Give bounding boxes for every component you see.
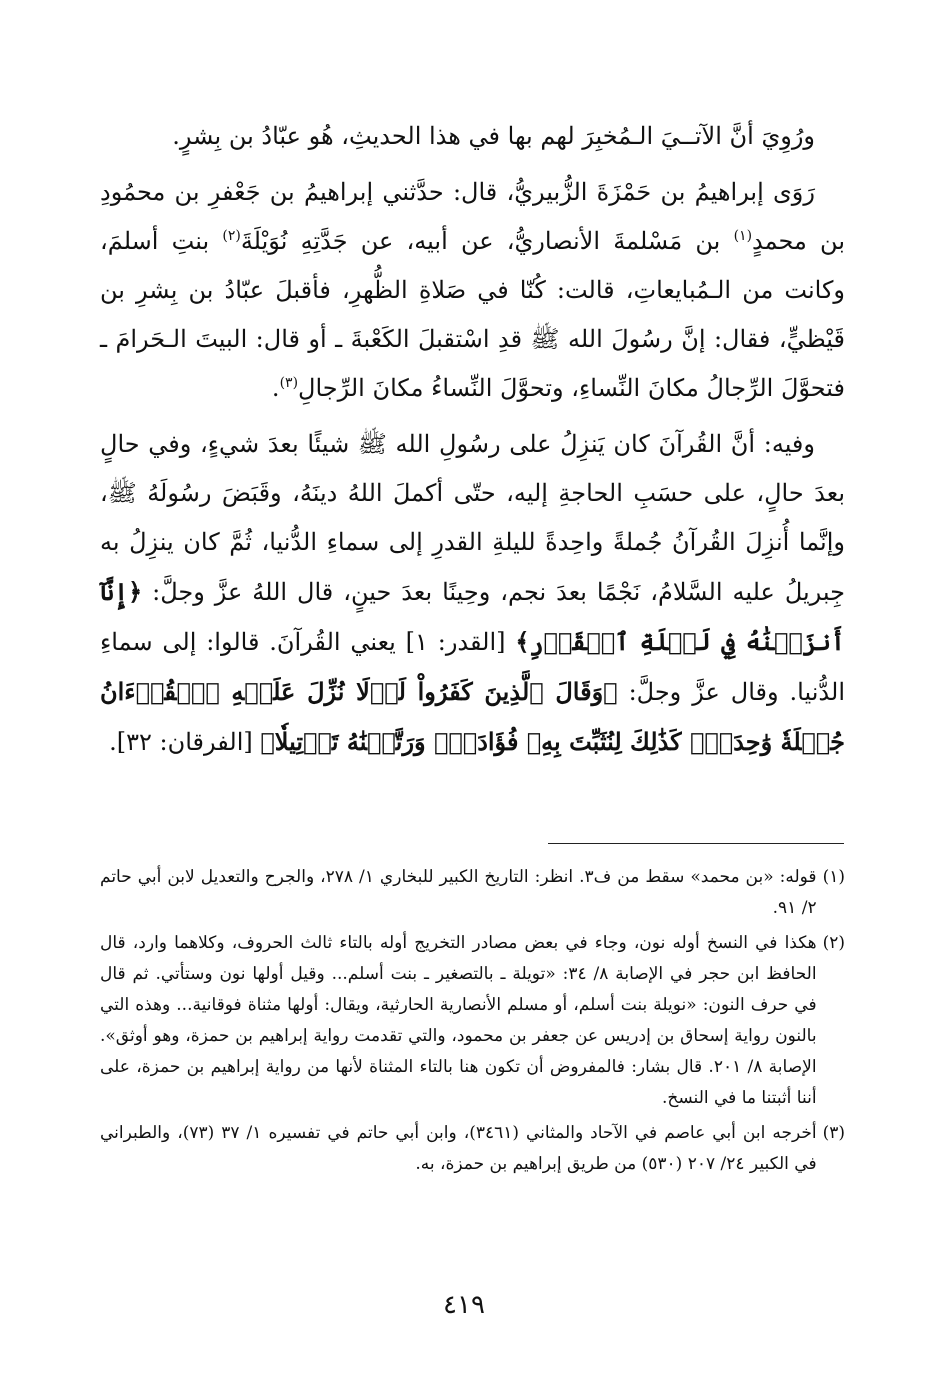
footnote-1-text: قوله: «بن محمد» سقط من ف٣. انظر: التاريخ الكبير للبخاري ١/ ٢٧٨، والجرح والتعديل لابن أبي حاتم ٢/ ٩١. <box>100 867 817 918</box>
page-number: ٤١٩ <box>443 1290 485 1320</box>
footnote-divider <box>548 843 844 844</box>
paragraph-2-text-c: بنتِ أسلمَ، وكانت من الـمُبايعاتِ، قالت: كُنّا في صَلاةِ الظُّهرِ، فأقبلَ عبّادُ بن بِشرِ بن قَيْظيٍّ، فقال: إنَّ رسُولَ الله ﷺ قدِ اسْتقبلَ الكَعْبةَ ـ أو قال: البيتَ الـحَرامَ ـ فتحوَّلَ الرِّجالُ مكانَ النِّساءِ، وتحوَّلَ النِّساءُ مكانَ الرِّجالِ <box>100 227 845 402</box>
footnote-3 <box>100 1118 845 1180</box>
footnote-3-number: (٣) <box>822 1123 845 1143</box>
paragraph-2-text-a: رَوَى إبراهيمُ بن حَمْزَةَ الزُّبيريُّ، قال: حدَّثني إبراهيمُ بن جَعْفرِ بن محمُودِ بن محمدٍ <box>100 178 846 255</box>
footnote-1 <box>100 862 845 924</box>
paragraph-1 <box>100 112 845 161</box>
paragraph-1-text: ورُوِيَ أنَّ الآتــيَ الـمُخبِرَ لهم بها في هذا الحديثِ، هُو عبّادُ بن بِشرٍ. <box>172 122 815 150</box>
footnote-2-number: (٢) <box>822 933 845 953</box>
footnote-2 <box>100 928 845 1114</box>
footnote-ref-3[interactable]: (٣) <box>279 375 299 391</box>
footnote-2-text: هكذا في النسخ أوله نون، وجاء في بعض مصادر التخريج أوله بالتاء ثالث الحروف، وكلاهما وارد، قال الحافظ ابن حجر في الإصابة ٨/ ٣٤: «تويلة ـ بالتصغير ـ بنت أسلم... وقيل أولها نون وستأتي. ثم قال في حرف النون: «نويلة بنت أسلم، أو مسلم الأنصارية الحارثية، ويقال: أولها مثناة فوقانية... وهذه التي بالنون رواية إسحاق بن إدريس عن جعفر بن محمود، والتي تقدمت رواية إبراهيم بن حمزة، وهو أوثق». الإصابة ٨/ ٢٠١. قال بشار: فالمفروض أن تكون هنا بالتاء المثناة لأنها من رواية إبراهيم بن حمزة، على أننا أثبتنا ما في النسخ. <box>100 933 817 1108</box>
footnote-3-text: أخرجه ابن أبي عاصم في الآحاد والمثاني (٣٤٦١)، وابن أبي حاتم في تفسيره ١/ ٣٧ (٧٣)، والطبراني في الكبير ٢٤/ ٢٠٧ (٥٣٠) من طريق إبراهيم بن حمزة، به. <box>100 1123 817 1174</box>
footnote-ref-2[interactable]: (٢) <box>222 228 241 244</box>
footnote-1-number: (١) <box>822 867 845 887</box>
paragraph-2-text-d: . <box>271 374 280 402</box>
footnote-ref-1[interactable]: (١) <box>733 228 753 244</box>
quran-verse-furqan: ﴿وَقَالَ ٱلَّذِينَ كَفَرُواْ لَوۡلَا نُزِّلَ عَلَيۡهِ ٱلۡقُرۡءَانُ جُمۡلَةٗ وَٰحِدَةٗۚ كَذَٰلِكَ لِنُثَبِّتَ بِهِۦ فُؤَادَكَۖ وَرَتَّلۡنَٰهُ تَرۡتِيلٗا﴾ <box>100 677 845 756</box>
paragraph-3-text-b: [القدر: ١] يعني القُرآنَ. قالوا: إلى سماءِ الدُّنيا. وقال عزَّ وجلَّ: <box>100 628 845 706</box>
paragraph-3-text-a: وفيه: أنَّ القُرآنَ كان يَنزِلُ على رسُولِ الله ﷺ شيئًا بعدَ شيءٍ، وفي حالٍ بعدَ حالٍ، على حسَبِ الحاجةِ إليه، حتّى أكملَ اللهُ دينَهُ، وقَبَضَ رسُولَهُ ﷺ، وإنَّما أُنزِلَ القُرآنُ جُملةً واحِدةً لليلةِ القدرِ إلى سماءِ الدُّنيا، ثُمَّ كان ينزِلُ به جِبريلُ عليه السَّلامُ، نَجْمًا بعدَ نجم، وحِينًا بعدَ حينٍ، قال اللهُ عزَّ وجلَّ: <box>100 430 845 606</box>
paragraph-2 <box>100 168 845 413</box>
paragraph-3 <box>100 420 845 767</box>
main-text <box>100 112 845 774</box>
footnotes <box>100 862 845 1184</box>
quran-verse-qadr: ﴿إِنَّآ أَنزَلۡنَٰهُ فِي لَيۡلَةِ ٱلۡقَدۡرِ﴾ <box>100 577 845 656</box>
paragraph-3-text-c: [الفرقان: ٣٢]. <box>109 728 261 756</box>
paragraph-2-text-b: بن مَسْلمةَ الأنصاريُّ، عن أبيه، عن جَدَّتِهِ نُوَيْلَةَ <box>240 227 734 255</box>
